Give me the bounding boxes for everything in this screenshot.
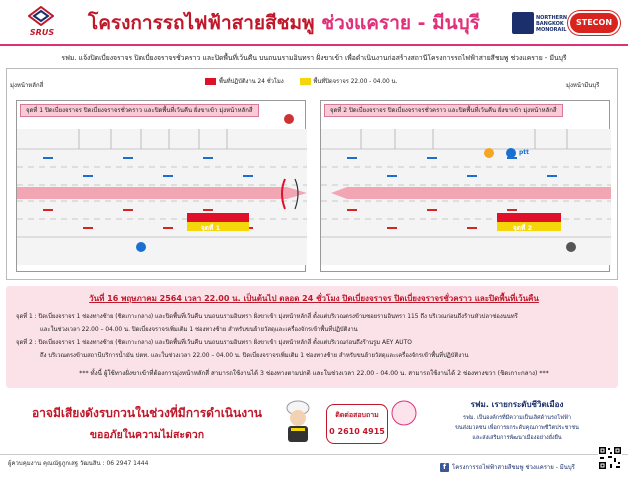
header [0, 0, 628, 44]
facebook-page-label: โครงการรถไฟฟ้าสายสีชมพู ช่วงแคราย - มีนบุรี [452, 464, 575, 471]
construction-worker-icon [280, 398, 316, 444]
detail-line-3: จุดที่ 2 : ปิดเบี่ยงจราจร 1 ช่องทางซ้าย (ชิดเกาะกลาง) และปิดพื้นที่เว้นคืน บนถนนรามอินทรา ฝั่งขาเข้า มุ่งหน้าหลักสี่ ตั้งแต่บริเวณก่อนถึงร้านรูม AEY AUTO [16, 340, 412, 346]
contact-label: ติดต่อสอบถาม [335, 411, 379, 419]
legend-item-closure [300, 76, 398, 86]
details-note: *** ทั้งนี้ ผู้ใช้ทางฝั่งขาเข้าที่ต้องการมุ่งหน้าหลักสี่ สามารถใช้งานได้ 3 ช่องทางตามปกติ และในช่วงเวลา 22.00 - 04.00 น. สามารถใช้งานได้ 2 ช่องทางขวา (ชิดเกาะกลาง) *** [79, 370, 549, 377]
map-panel-point-1 [16, 100, 306, 272]
road-diagram-point-1 [17, 101, 307, 273]
map-panel-point-2 [320, 100, 610, 272]
road-diagram-point-2 [321, 101, 611, 273]
header-divider [0, 44, 628, 46]
slogan-line-1: รฟม. เป็นองค์กรที่มีความเป็นเลิศด้านรถไฟฟ้า [462, 415, 571, 421]
nbm-logo-mark-icon [512, 12, 534, 34]
supervisor-contact: ผู้ควบคุมงาน คุณณัฐภูกเสฐ วัฒนสิน : 06 2947 1444 [8, 460, 149, 467]
shell-station-icon [484, 148, 494, 158]
srts-logo-text: SRUS [29, 28, 55, 37]
legend-label-closure: พื้นที่ปิดจราจร 22.00 - 04.00 น. [313, 79, 398, 85]
stecon-logo-text: STECON [575, 18, 613, 27]
notice-text: รฟม. แจ้งปิดเบี่ยงจราจร ปิดเบี่ยงจราจรชั่วคราว และปิดพื้นที่เว้นคืน บนถนนรามอินทรา ฝั่งขาเข้า เพื่อดำเนินงานก่อสร้างสถานีโครงการรถไฟฟ้าสายสีชมพู ช่วงแคราย - มีนบุรี [61, 54, 567, 62]
median-hatch [17, 187, 307, 199]
legend-label-work: พื้นที่ปฏิบัติงาน 24 ชั่วโมง [219, 79, 284, 85]
slogan-heading: รฟม. เรายกระดับชีวิตเมือง [470, 400, 564, 409]
facebook-page-link[interactable] [440, 462, 575, 472]
direction-right-label: มุ่งหน้ามีนบุรี [566, 82, 600, 89]
point-1-label: จุดที่ 1 [201, 224, 221, 232]
point-2-label: จุดที่ 2 [513, 224, 533, 232]
slogan-line-3: และส่งเสริมการพัฒนาเมืองอย่างยั่งยืน [472, 435, 562, 441]
apology-line-1: อาจมีเสียงดังรบกวนในช่วงที่มีการดำเนินงาน [31, 406, 263, 420]
srts-logo [22, 4, 62, 40]
legend-swatch-work [205, 78, 216, 85]
nbm-logo [512, 12, 568, 34]
slogan-line-2: ขนส่งมวลชน เพื่อการยกระดับคุณภาพชีวิตประชาชน [455, 425, 579, 431]
contact-phone[interactable]: 0 2610 4915 [329, 427, 385, 436]
apology-line-2: ขออภัยในความไม่สะดวก [89, 429, 205, 441]
stecon-logo [568, 11, 620, 35]
ptt-station-icon [506, 148, 516, 158]
panel-caption-point-1: จุดที่ 1 ปิดเบี่ยงจราจร ปิดเบี่ยงจราจรชั่วคราว และปิดพื้นที่เว้นคืน ฝั่งขาเข้า มุ่งหน้าหลักสี่ [20, 104, 259, 117]
detail-line-4: ถึง บริเวณตรงข้ามสถานีบริการน้ำมัน ปตท. และในช่วงเวลา 22.00 – 04.00 น. ปิดเบี่ยงจราจรเพิ่มเติม 1 ช่องทางซ้าย สำหรับขนย้ายวัสดุและเครื่องจักรเข้าพื้นที่ปฏิบัติงาน [40, 353, 469, 359]
contact-box [326, 404, 388, 444]
aey-auto-icon [566, 242, 576, 252]
direction-left-label: มุ่งหน้าหลักสี่ [10, 82, 44, 89]
work-zone-1 [187, 213, 249, 222]
srts-logo-mark-icon [28, 6, 54, 26]
work-zone-2 [497, 213, 561, 222]
footer-divider [0, 454, 628, 455]
facebook-icon: f [440, 463, 449, 472]
details-heading: วันที่ 16 พฤษภาคม 2564 เวลา 22.00 น. เป็นต้นไป ตลอด 24 ชั่วโมง ปิดเบี่ยงจราจร ปิดเบี่ยงจราจรชั่วคราว และปิดพื้นที่เว้นคืน [89, 294, 539, 303]
ptt-label: ptt [519, 149, 530, 156]
median-hatch [331, 187, 611, 199]
poi-marker-icon [284, 114, 294, 124]
poi-bottom-marker-icon [136, 242, 146, 252]
title-main: โครงการรถไฟฟ้าสายสีชมพู [88, 12, 315, 34]
qr-code-icon[interactable] [598, 446, 622, 470]
legend-swatch-closure [300, 78, 311, 85]
nbm-logo-text: NORTHERN BANGKOK MONORAIL [536, 15, 568, 33]
detail-line-2: และในช่วงเวลา 22.00 – 04.00 น. ปิดเบี่ยงจราจรเพิ่มเติม 1 ช่องทางซ้าย สำหรับขนย้ายวัสดุและเครื่องจักรเข้าพื้นที่ปฏิบัติงาน [40, 327, 358, 333]
legend-item-work [205, 76, 284, 86]
page-title [88, 8, 480, 38]
map-legend [205, 76, 411, 88]
title-route: ช่วงแคราย - มีนบุรี [321, 12, 480, 34]
detail-line-1: จุดที่ 1 : ปิดเบี่ยงจราจร 1 ช่องทางซ้าย (ชิดเกาะกลาง) และปิดพื้นที่เว้นคืน บนถนนรามอินทรา ฝั่งขาเข้า มุ่งหน้าหลักสี่ ตั้งแต่บริเวณตรงข้ามซอยรามอินทรา 115 ถึง บริเวณก่อนถึงร้านหัวปลาช่องนนทรี [16, 314, 518, 320]
panel-caption-point-2: จุดที่ 2 ปิดเบี่ยงจราจร ปิดเบี่ยงจราจรชั่วคราว และปิดพื้นที่เว้นคืน ฝั่งขาเข้า มุ่งหน้าหลักสี่ [324, 104, 563, 117]
